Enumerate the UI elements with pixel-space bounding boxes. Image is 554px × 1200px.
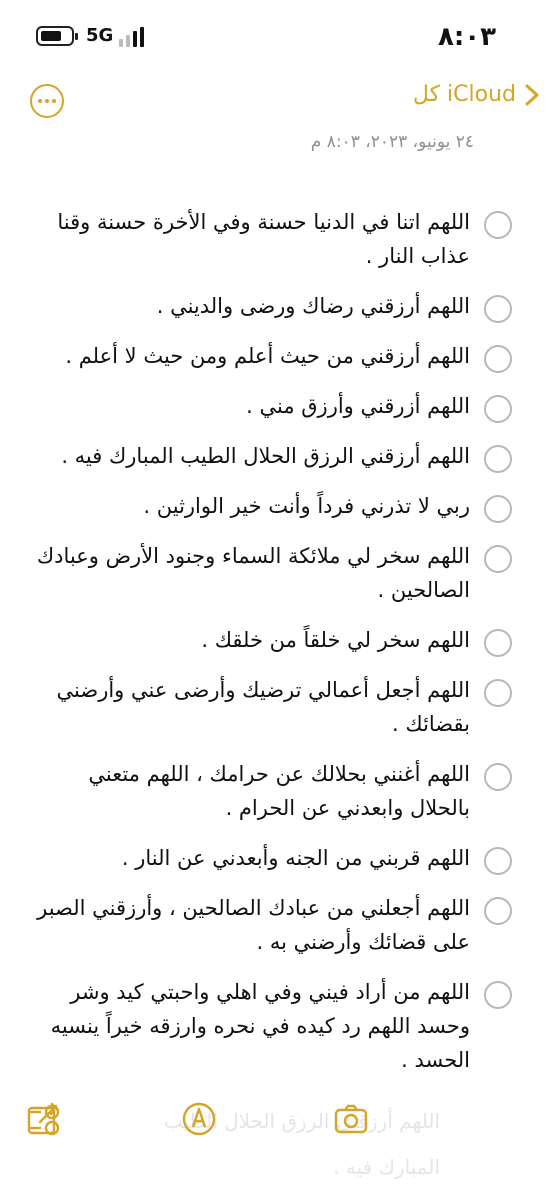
bottom-toolbar	[0, 1090, 554, 1150]
signal-icon	[119, 27, 153, 47]
checklist-item-text[interactable]: اللهم أزرقني وأرزق مني .	[246, 394, 470, 418]
chevron-right-icon	[524, 83, 540, 107]
battery-icon	[36, 26, 74, 46]
checklist-item-text[interactable]: اللهم أرزقني من حيث أعلم ومن حيث لا أعلم .	[65, 344, 470, 368]
checklist-item-text[interactable]: اللهم أغنني بحلالك عن حرامك ، اللهم متعني بالحلال وابعدني عن الحرام .	[88, 762, 470, 820]
checkbox-circle[interactable]	[484, 545, 512, 573]
checklist-item	[0, 339, 554, 373]
more-options-button[interactable]	[30, 84, 64, 118]
checklist-item-text[interactable]: اللهم اتنا في الدنيا حسنة وفي الأخرة حسنة وقنا عذاب النار .	[57, 210, 470, 268]
checklist-item-text[interactable]: اللهم من أراد فيني وفي اهلي واحبتي كيد وشر وحسد اللهم رد كيده في نحره وارزقه خيراً ينسيه الحسد .	[50, 980, 470, 1072]
checkbox-circle[interactable]	[484, 345, 512, 373]
checkbox-circle[interactable]	[484, 211, 512, 239]
checklist-item	[0, 439, 554, 473]
checklist-item-text[interactable]: اللهم قربني من الجنه وأبعدني عن النار .	[121, 846, 470, 870]
checkbox-circle[interactable]	[484, 395, 512, 423]
checkbox-circle[interactable]	[484, 445, 512, 473]
checkbox-circle[interactable]	[484, 295, 512, 323]
checkbox-circle[interactable]	[484, 763, 512, 791]
compose-icon[interactable]	[24, 1100, 62, 1138]
checkbox-circle[interactable]	[484, 981, 512, 1009]
back-label: كل iCloud	[412, 82, 516, 107]
checklist-item-text[interactable]: اللهم أجعلني من عبادك الصالحين ، وأرزقني الصبر على قضائك وأرضني به .	[37, 896, 470, 954]
checklist-item	[0, 757, 554, 825]
checklist-item-text[interactable]: اللهم سخر لي ملائكة السماء وجنود الأرض وعبادك الصالحين .	[36, 544, 470, 602]
checklist-item	[0, 891, 554, 959]
checklist-item-text[interactable]: اللهم أجعل أعمالي ترضيك وأرضى عني وأرضني بقضائك .	[56, 678, 470, 736]
checklist-item	[0, 975, 554, 1077]
checkbox-circle[interactable]	[484, 495, 512, 523]
camera-icon[interactable]	[332, 1100, 370, 1138]
checklist-item	[0, 205, 554, 273]
ghost-line: اللهم أرزقني الرزق الحلال الطيب المبارك فيه .	[164, 1109, 440, 1179]
checkbox-circle[interactable]	[484, 629, 512, 657]
network-label: 5G	[86, 25, 114, 46]
checkbox-circle[interactable]	[484, 897, 512, 925]
checklist-item-text[interactable]: اللهم أرزقني الرزق الحلال الطيب المبارك فيه .	[61, 444, 470, 468]
checklist-item	[0, 289, 554, 323]
checklist-item	[0, 489, 554, 523]
navigation-bar	[0, 70, 554, 130]
checklist-item	[0, 539, 554, 607]
checklist-item-text[interactable]: ربي لا تذرني فرداً وأنت خير الوارثين .	[143, 494, 470, 518]
checklist-item-text[interactable]: اللهم أرزقني رضاك ورضى والديني .	[156, 294, 470, 318]
ellipsis-circle-icon	[38, 99, 42, 103]
checklist-item-text[interactable]: اللهم سخر لي خلقاً من خلقك .	[201, 628, 470, 652]
status-time: ٨:٠٣	[437, 22, 496, 52]
markup-pen-icon[interactable]	[180, 1100, 218, 1138]
checkbox-circle[interactable]	[484, 847, 512, 875]
checkbox-circle[interactable]	[484, 679, 512, 707]
checklist-item	[0, 673, 554, 741]
checklist-item	[0, 389, 554, 423]
checklist-item	[0, 841, 554, 875]
checklist	[0, 205, 554, 1093]
checklist-item	[0, 623, 554, 657]
back-button[interactable]	[413, 82, 540, 107]
status-bar	[0, 0, 554, 70]
note-date: ٢٤ يونيو، ٢٠٢٣، ٨:٠٣ م	[310, 132, 474, 152]
